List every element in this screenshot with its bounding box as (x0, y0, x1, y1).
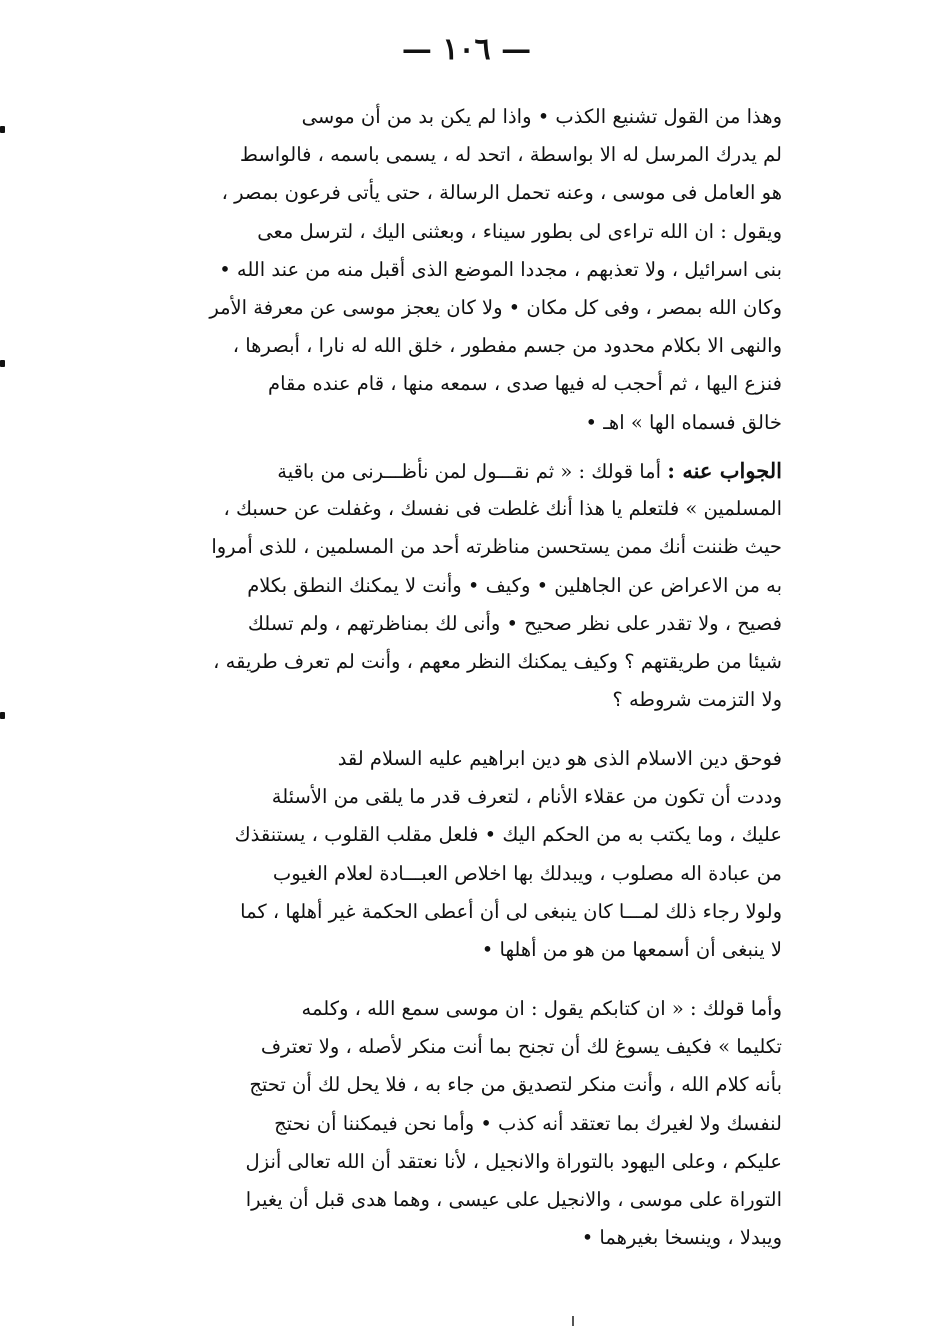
text-line: ويبدلا ، وينسخا بغيرهما • (581, 1226, 782, 1250)
text-line: لنفسك ولا لغيرك بما تعتقد أنه كذب • وأما نحن فيمكننا أن نحتج (274, 1111, 782, 1135)
paragraph-1 (100, 98, 782, 442)
text-span: أما قولك : « ثم نقـــول لمن نأظـــرنى من باقية (277, 460, 668, 483)
text-line: لم يدرك المرسل له الا بواسطة ، اتحد له ، يسمى باسمه ، فالواسط (239, 143, 782, 167)
paragraph-2 (100, 452, 782, 719)
text-line: فصيح ، ولا تقدر على نظر صحيح • وأنى لك بمناظرتهم ، ولم تسلك (247, 611, 782, 635)
text-line: ولولا رجاء ذلك لمـــا كان ينبغى لى أن أعطى الحكمة غير أهلها ، كما (240, 899, 782, 923)
text-line: وكان الله بمصر ، وفى كل مكان • ولا كان يعجز موسى عن معرفة الأمر (209, 295, 782, 319)
text-line: بنى اسرائيل ، ولا تعذبهم ، مجددا الموضع الذى أقبل منه من عند الله • (219, 257, 782, 281)
text-line: خالق فسماه الها » اهـ • (585, 410, 782, 434)
text-line: تكليما » فكيف يسوغ لك أن تجنح بما أنت منكر لأصله ، ولا تعترف (260, 1035, 782, 1059)
text-line: بأنه كلام الله ، وأنت منكر لتصديق من جاء به ، فلا يحل لك أن تحتج (249, 1073, 782, 1097)
text-line: ويقول : ان الله تراءى لى بطور سيناء ، وبعثنى اليك ، لترسل معى (257, 219, 782, 243)
text-line: التوراة على موسى ، والانجيل على عيسى ، وهما هدى قبل أن يغيرا (245, 1187, 782, 1211)
text-line: المسلمين » فلتعلم يا هذا أنك غلطت فى نفسك ، وغفلت عن حسبك ، (223, 497, 782, 521)
margin-mark (0, 360, 5, 367)
margin-mark (0, 126, 5, 133)
text-line: عليكم ، وعلى اليهود بالتوراة والانجيل ، لأنا نعتقد أن الله تعالى أنزل (245, 1149, 782, 1173)
paragraph-3 (100, 740, 782, 969)
text-line: هو العامل فى موسى ، وعنه تحمل الرسالة ، حتى يأتى فرعون بمصر ، (221, 181, 782, 205)
text-line: لا ينبغى أن أسمعها من هو من أهلها • (481, 937, 782, 961)
text-line: عليك ، وما يكتب به من الحكم اليك • فلعل مقلب القلوب ، يستنقذك (234, 823, 782, 847)
text-line: وأما قولك : « ان كتابكم يقول : ان موسى سمع الله ، وكلمه (301, 997, 782, 1020)
text-line: فنزع اليها ، ثم أحجب له فيها صدى ، سمعه منها ، قام عنده مقام (268, 372, 782, 396)
text-line: والنهى الا بكلام محدود من جسم مفطور ، خلق الله له نارا ، أبصرها ، (232, 334, 782, 358)
text-line (100, 452, 782, 490)
text-line: فوحق دين الاسلام الذى هو دين ابراهيم عليه السلام لقد (337, 747, 782, 770)
page-number: — ١٠٦ — (401, 32, 532, 67)
text-line: ولا التزمت شروطه ؟ (612, 688, 782, 712)
scan-speck (572, 1316, 574, 1326)
text-line: من عبادة اله مصلوب ، ويبدلك بها اخلاص العبـــادة لعلام الغيوب (272, 861, 782, 885)
margin-mark (0, 712, 5, 719)
answer-heading: الجواب عنه : (667, 458, 782, 483)
paragraph-4 (100, 990, 782, 1257)
text-line: حيث ظننت أنك ممن يستحسن مناظرته أحد من المسلمين ، للذى أمروا (211, 535, 782, 559)
text-line: وددت أن تكون من عقلاء الأنام ، لتعرف قدر ما يلقى من الأسئلة (271, 785, 782, 809)
text-line: شيئا من طريقتهم ؟ وكيف يمكنك النظر معهم ، وأنت لم تعرف طريقه ، (213, 649, 782, 673)
text-line: وهذا من القول تشنيع الكذب • واذا لم يكن بد من أن موسى (301, 105, 782, 128)
text-line: به من الاعراض عن الجاهلين • وكيف • وأنت لا يمكنك النطق بكلام (247, 573, 782, 597)
